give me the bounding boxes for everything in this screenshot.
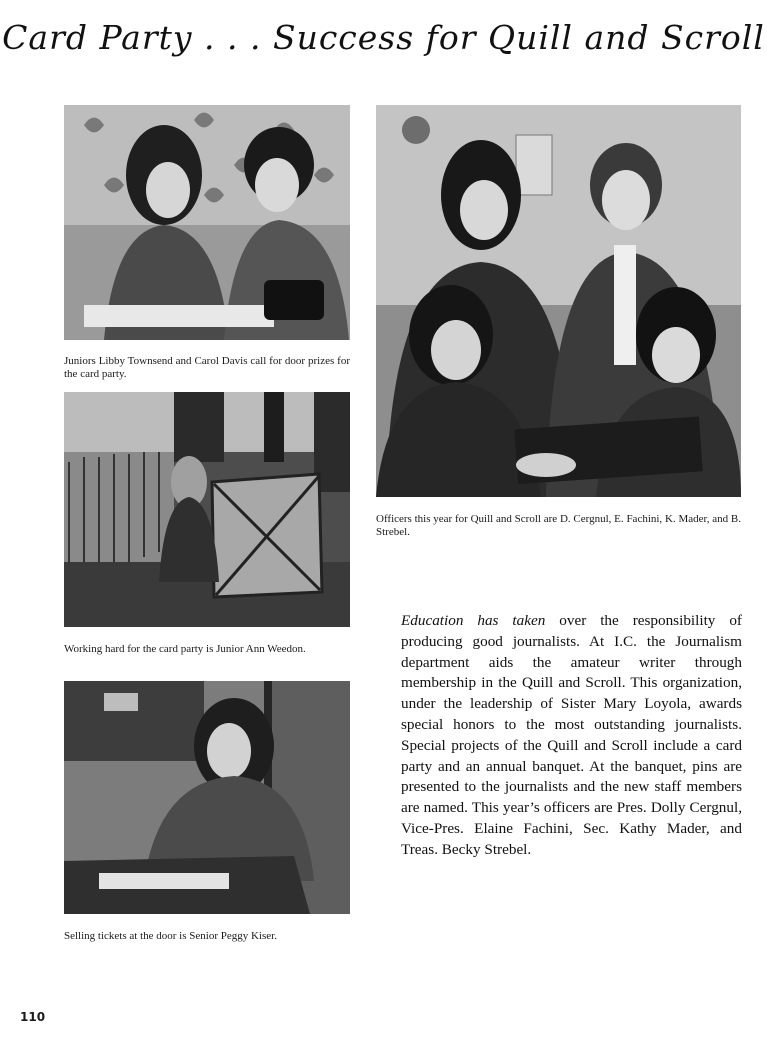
photo-tickets-caption: Selling tickets at the door is Senior Peggy Kiser.: [64, 930, 277, 942]
article-body: [401, 611, 742, 861]
photo-folding-table: [64, 392, 350, 627]
photo-officers-caption: Officers this year for Quill and Scroll are D. Cergnul, E. Fachini, K. Mader, and B. Strebel.: [376, 513, 741, 538]
photo-table-caption: Working hard for the card party is Junior Ann Weedon.: [64, 643, 306, 655]
page-number: 110: [20, 1010, 46, 1024]
page-title: Card Party . . . Success for Quill and Scroll: [2, 18, 765, 57]
article-lead: Education has taken: [401, 612, 546, 629]
photo-phone-caption: Juniors Libby Townsend and Carol Davis call for door prizes for the card party.: [64, 355, 350, 380]
article-text: over the responsibility of producing good journalists. At I.C. the Journalism department aids the amateur writer through membership in the Quill and Scroll. This organization, under the leadership of Sister Mary Loyola, awards special honors to the most outstanding journalists. Special projects of the Quill and Scroll include a card party and an annual banquet. At the banquet, pins are presented to the journalists and the new staff members are named. This year’s officers are Pres. Dolly Cergnul, Vice-Pres. Elaine Fachini, Sec. Kathy Mader, and Treas. Becky Strebel.: [401, 612, 742, 858]
photo-selling-tickets: [64, 681, 350, 914]
photo-phone-call: [64, 105, 350, 340]
photo-officers: [376, 105, 741, 497]
